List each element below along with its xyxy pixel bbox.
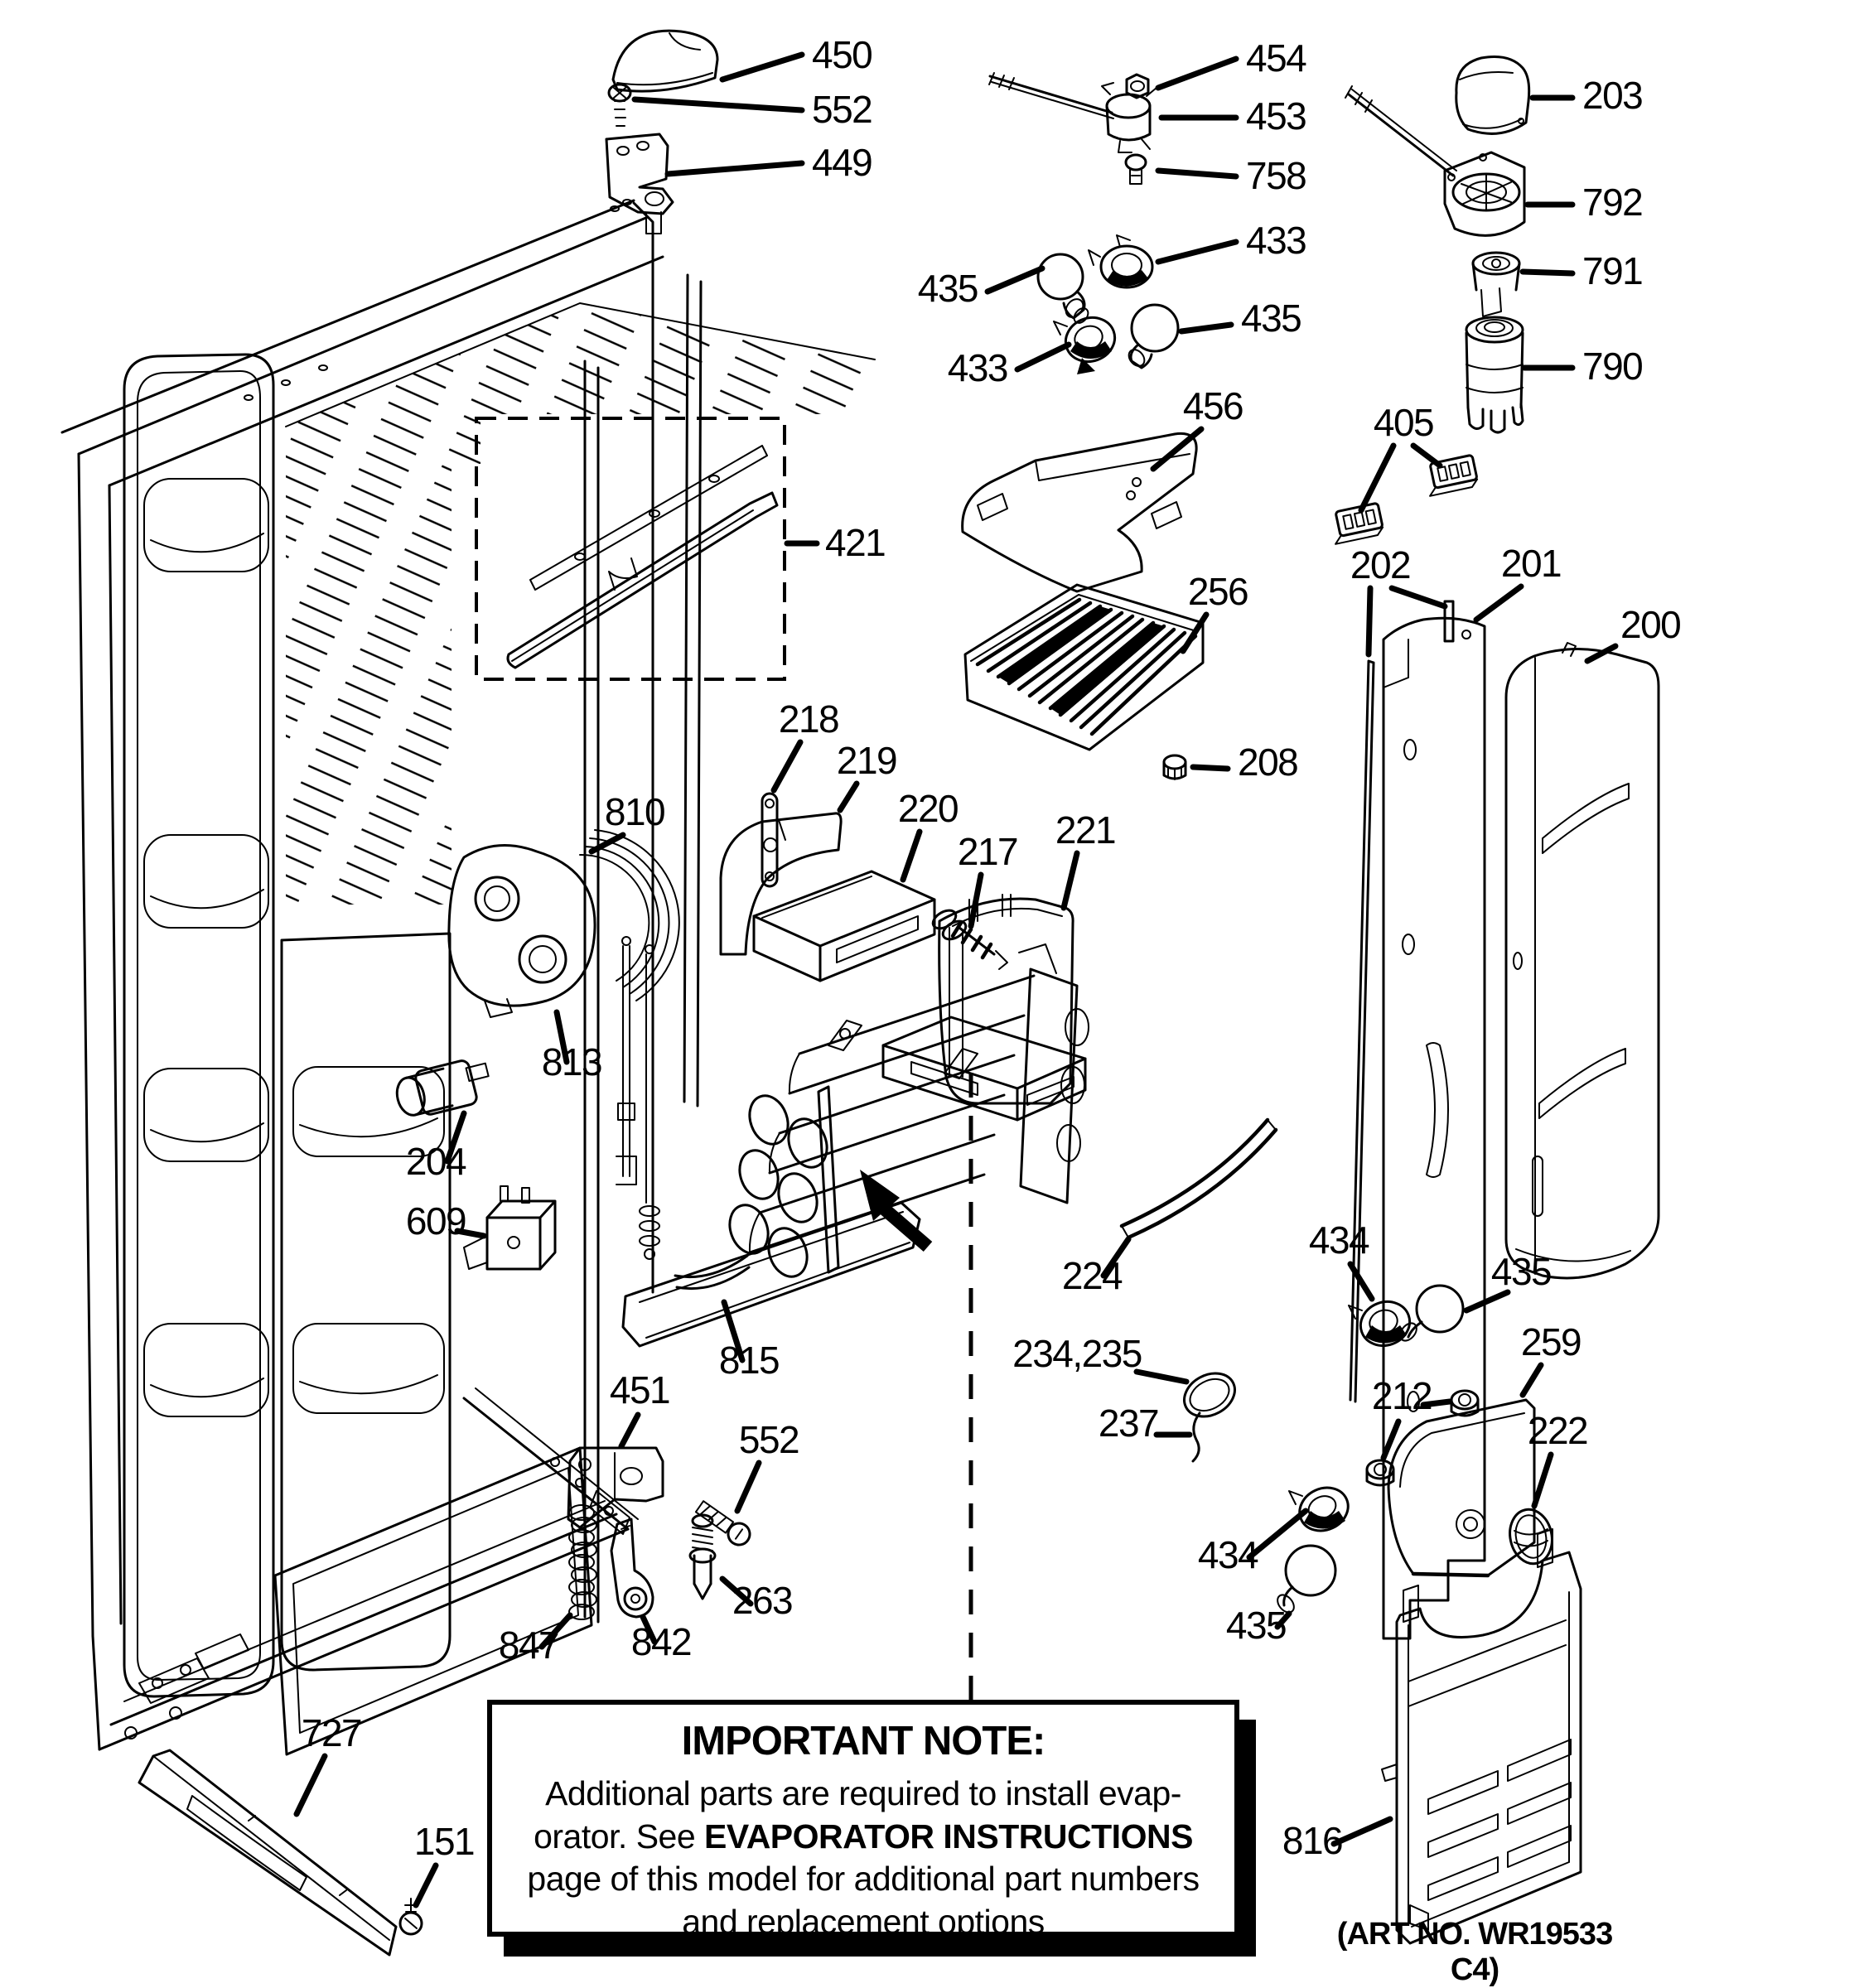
part-609-switch <box>464 1186 555 1269</box>
note-line2-bold: EVAPORATOR INSTRUCTIONS <box>704 1817 1193 1855</box>
part-816-evaporator-cover <box>1382 1529 1581 1943</box>
callout-456: 456 <box>1182 384 1243 427</box>
part-435-bulb-b <box>1126 305 1178 369</box>
note-line3: page of this model for additional part numbers <box>527 1860 1200 1899</box>
part-450-handle-cap <box>613 31 717 91</box>
part-449-hinge-bracket <box>606 134 673 234</box>
part-201-panel <box>1384 618 1485 1638</box>
cabinet-bottom-rails <box>99 1388 638 1749</box>
callout-201: 201 <box>1500 542 1562 585</box>
callout-434-a: 434 <box>1308 1218 1369 1262</box>
callout-203: 203 <box>1582 74 1643 117</box>
leader-454 <box>1158 59 1236 88</box>
callout-454: 454 <box>1246 36 1306 80</box>
callout-208: 208 <box>1238 741 1298 784</box>
art-number: (ART NO. WR19533 C4) <box>1336 1917 1613 1987</box>
callout-451: 451 <box>609 1368 670 1411</box>
callout-421: 421 <box>825 521 886 564</box>
callout-450: 450 <box>812 33 872 76</box>
part-405-connectors <box>1329 455 1479 544</box>
part-792-filter-bracket <box>1445 152 1524 235</box>
leader-816 <box>1334 1819 1390 1844</box>
note-title: IMPORTANT NOTE: <box>681 1719 1045 1764</box>
callout-792: 792 <box>1582 181 1643 224</box>
callout-810: 810 <box>604 790 665 833</box>
leader-222 <box>1534 1455 1551 1506</box>
water-tube <box>1345 86 1456 176</box>
part-256-grille-tray <box>965 585 1203 750</box>
note-line1: Additional parts are required to install evap- <box>545 1774 1181 1812</box>
callout-609: 609 <box>405 1199 466 1242</box>
leader-552-top <box>635 99 802 110</box>
part-810-tube-coil <box>449 830 679 1017</box>
leader-208 <box>1193 767 1228 769</box>
leader-220 <box>903 832 920 880</box>
leader-219 <box>840 784 857 810</box>
part-758-screw <box>1126 155 1146 184</box>
callout-435-d: 435 <box>1225 1604 1287 1647</box>
part-263-stem <box>690 1515 715 1599</box>
callout-220: 220 <box>897 787 959 830</box>
callout-435-a: 435 <box>917 267 978 310</box>
callout-259: 259 <box>1520 1320 1582 1363</box>
callout-815: 815 <box>718 1339 780 1382</box>
part-727-toe-grille <box>139 1750 396 1955</box>
callout-842: 842 <box>630 1620 692 1663</box>
leader-791 <box>1523 272 1572 273</box>
part-815-drip-tray <box>623 1203 920 1346</box>
leader-435-c <box>1466 1292 1508 1310</box>
refrigerator-cabinet <box>62 200 875 1754</box>
callout-151: 151 <box>413 1820 475 1863</box>
leader-435-b <box>1181 325 1231 331</box>
door-liner-left <box>124 355 273 1696</box>
leader-405 <box>1413 446 1440 466</box>
leader-435-a <box>988 268 1042 292</box>
part-435-bulb-a <box>1038 254 1091 326</box>
leader-234-235 <box>1137 1372 1186 1382</box>
leader-405 <box>1361 446 1393 510</box>
note-line4: and replacement options <box>682 1902 1045 1941</box>
callout-816: 816 <box>1282 1819 1343 1862</box>
note-line2-normal: orator. See <box>534 1817 705 1855</box>
leader-221 <box>1064 853 1077 908</box>
callout-453: 453 <box>1246 94 1306 138</box>
leader-433-a <box>1158 242 1236 262</box>
leader-218 <box>774 742 800 790</box>
callout-791: 791 <box>1582 249 1643 292</box>
door-liner-right <box>282 934 450 1670</box>
leader-202 <box>1392 588 1445 606</box>
part-434-socket-b <box>1289 1480 1355 1539</box>
leader-151 <box>416 1865 436 1905</box>
leader-217 <box>971 875 981 926</box>
part-790-water-filter <box>1466 317 1523 432</box>
callout-222: 222 <box>1527 1409 1588 1452</box>
leader-451 <box>621 1415 638 1446</box>
callout-234-235: 234,235 <box>1012 1332 1142 1375</box>
part-847-spring <box>569 1505 596 1619</box>
leader-259 <box>1523 1365 1541 1395</box>
callout-212: 212 <box>1371 1374 1432 1417</box>
leader-433-b <box>1017 345 1069 369</box>
callout-layer <box>297 33 1680 1905</box>
part-220-shelf <box>754 871 934 981</box>
leader-202 <box>1369 588 1370 654</box>
callout-263: 263 <box>732 1579 793 1622</box>
leader-449 <box>668 163 802 174</box>
callout-847: 847 <box>498 1624 559 1667</box>
callout-219: 219 <box>836 739 897 782</box>
callout-202: 202 <box>1350 543 1411 586</box>
callout-237: 237 <box>1098 1402 1159 1445</box>
part-219-bracket <box>721 813 841 954</box>
part-435-bulb-c <box>1397 1286 1463 1344</box>
callout-727: 727 <box>301 1711 362 1754</box>
interior-hatching <box>286 303 875 905</box>
leader-552-bottom <box>737 1463 759 1511</box>
callout-435-c: 435 <box>1490 1250 1552 1293</box>
part-552-screw-bottom <box>693 1498 754 1549</box>
callout-758: 758 <box>1246 154 1306 197</box>
leader-810 <box>592 835 623 852</box>
callout-434-b: 434 <box>1197 1533 1258 1576</box>
part-208-nut <box>1164 755 1186 779</box>
callout-405: 405 <box>1373 401 1434 444</box>
part-200-panel <box>1506 643 1659 1278</box>
part-237-sensor-tail <box>1193 1413 1200 1461</box>
part-421-rail-assembly <box>476 418 785 679</box>
callout-813: 813 <box>541 1040 602 1083</box>
callout-204: 204 <box>405 1140 466 1183</box>
callout-200: 200 <box>1620 603 1681 646</box>
part-433-socket-b <box>1054 311 1121 374</box>
callout-449: 449 <box>812 141 872 184</box>
leader-758 <box>1158 171 1236 176</box>
callout-217: 217 <box>957 830 1018 873</box>
callout-433-a: 433 <box>1246 219 1306 262</box>
callout-256: 256 <box>1187 570 1248 613</box>
part-203-cap <box>1456 57 1529 134</box>
part-456-frame <box>963 433 1196 591</box>
leader-450 <box>722 55 802 80</box>
callout-435-b: 435 <box>1241 297 1301 340</box>
callout-221: 221 <box>1055 808 1116 852</box>
leader-201 <box>1476 586 1521 620</box>
part-224-trim <box>1122 1120 1276 1238</box>
part-221-tank <box>883 895 1085 1120</box>
callout-224: 224 <box>1061 1254 1123 1297</box>
callout-552-bottom: 552 <box>738 1418 799 1461</box>
important-note-box <box>487 1700 1239 1941</box>
callout-552-top: 552 <box>812 88 872 131</box>
leader-727 <box>297 1756 325 1814</box>
callout-218: 218 <box>778 697 839 741</box>
part-791-filter-adapter <box>1473 253 1519 316</box>
callout-790: 790 <box>1582 345 1643 388</box>
part-433-socket-a <box>1089 235 1152 287</box>
part-202-trim-strip <box>1350 601 1453 1402</box>
callout-433-b: 433 <box>947 346 1007 389</box>
note-body <box>492 1773 1234 1944</box>
